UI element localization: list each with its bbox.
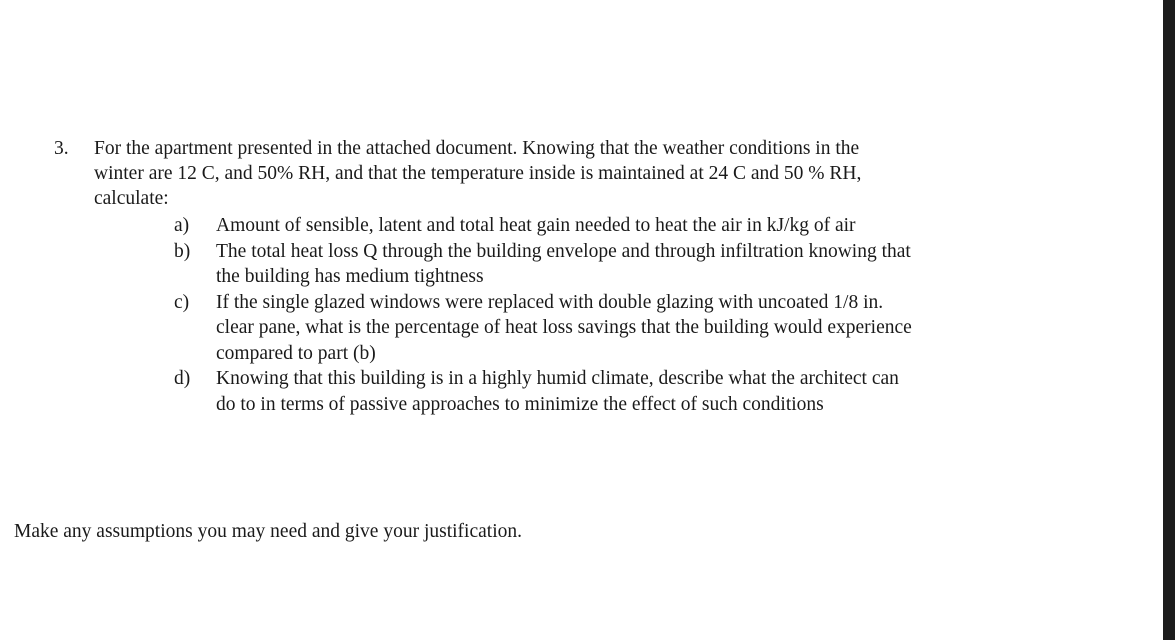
part-line: The total heat loss Q through the building envelope and through infiltration knowing that xyxy=(216,240,911,262)
part-text xyxy=(216,239,1094,290)
question-number: 3. xyxy=(54,138,69,159)
part-a xyxy=(174,213,1094,239)
question-text xyxy=(94,136,1064,211)
part-line: the building has medium tightness xyxy=(216,266,484,287)
right-edge-bar xyxy=(1163,0,1175,640)
part-text xyxy=(216,366,1094,417)
part-line: do to in terms of passive approaches to minimize the effect of such conditions xyxy=(216,393,824,415)
question-line: winter are 12 C, and 50% RH, and that the temperature inside is maintained at 24 C and 50 % RH, xyxy=(94,163,862,184)
part-text xyxy=(216,290,1094,367)
part-text xyxy=(216,213,1094,239)
assumptions-note: Make any assumptions you may need and give your justification. xyxy=(14,521,522,542)
question-block xyxy=(54,136,1094,417)
part-line: clear pane, what is the percentage of heat loss savings that the building would experience xyxy=(216,317,912,338)
part-c xyxy=(174,290,1094,367)
part-d xyxy=(174,366,1094,417)
question-parts xyxy=(174,213,1094,417)
question-row xyxy=(54,136,1094,211)
part-line: If the single glazed windows were replaced with double glazing with uncoated 1/8 in. xyxy=(216,291,884,313)
part-label: c) xyxy=(174,291,190,313)
part-label: b) xyxy=(174,240,191,262)
part-line: Amount of sensible, latent and total heat gain needed to heat the air in kJ/kg of air xyxy=(216,215,856,236)
question-line: calculate: xyxy=(94,188,169,209)
part-b xyxy=(174,239,1094,290)
part-label: a) xyxy=(174,215,190,236)
part-line: compared to part (b) xyxy=(216,342,376,364)
question-line: For the apartment presented in the attached document. Knowing that the weather conditions in the xyxy=(94,138,860,159)
part-line: Knowing that this building is in a highly humid climate, describe what the architect can xyxy=(216,368,899,389)
part-label: d) xyxy=(174,368,191,389)
